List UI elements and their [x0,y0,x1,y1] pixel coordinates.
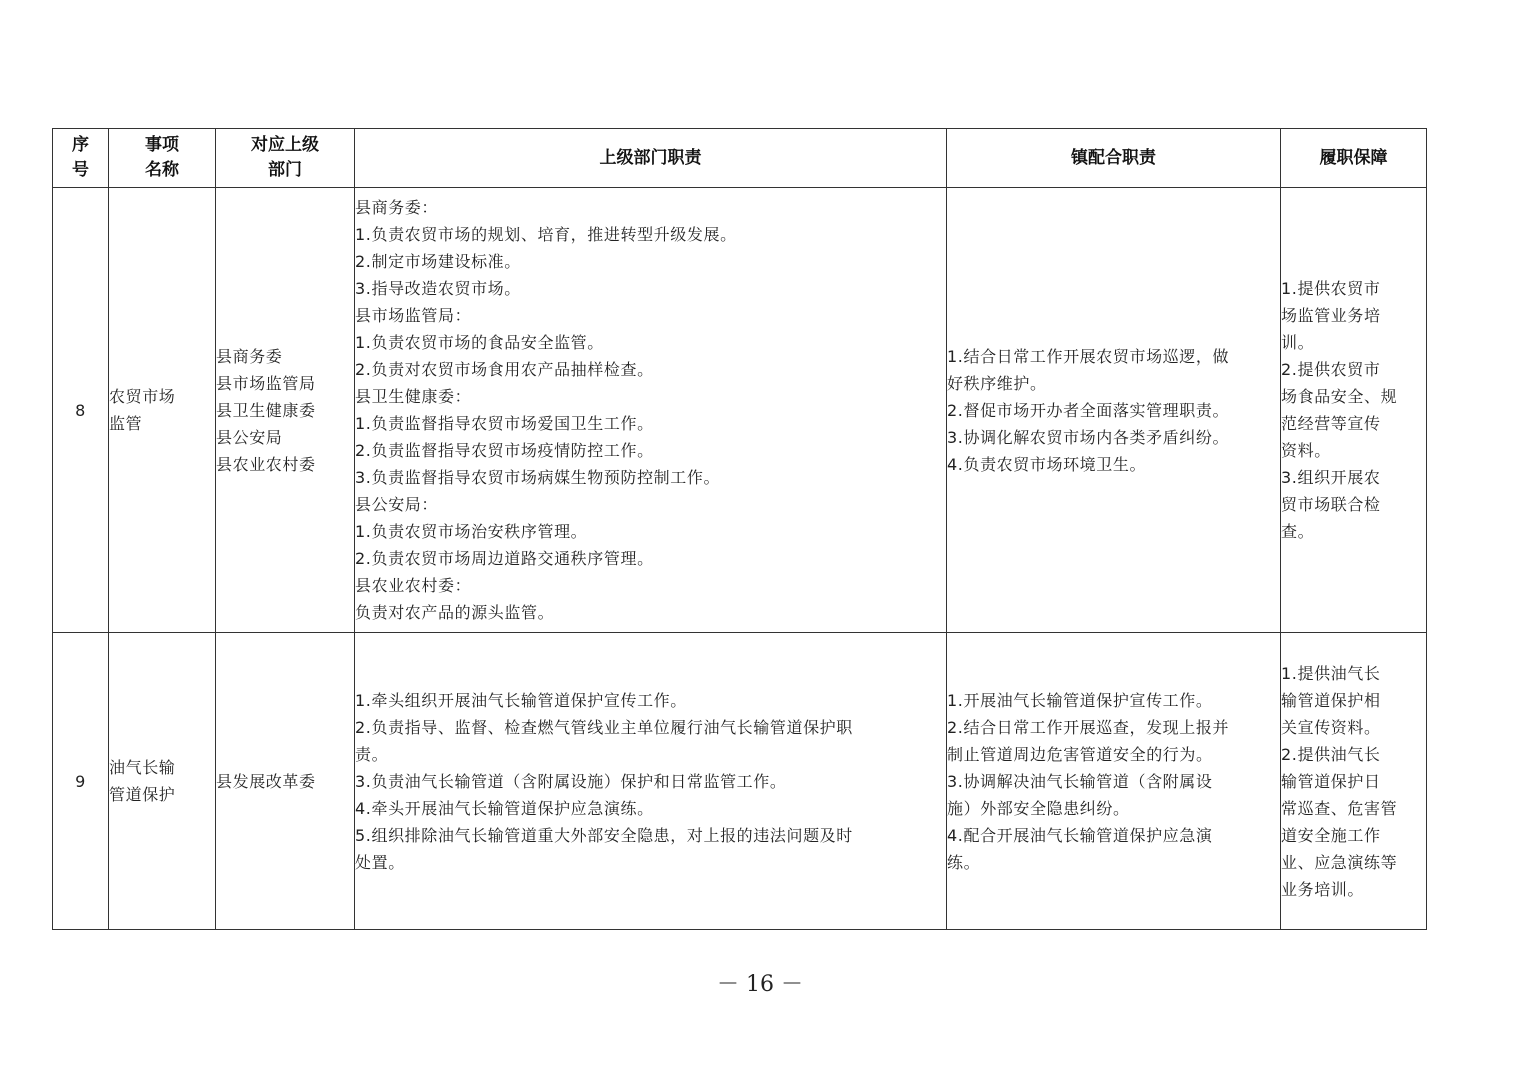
row-item-name: 油气长输 管道保护 [109,633,216,930]
table-row [53,188,1427,633]
header-town-duty: 镇配合职责 [947,129,1281,188]
row-town-duty: 1.开展油气长输管道保护宣传工作。 2.结合日常工作开展巡查，发现上报并 制止管道周边危害管道安全的行为。 3.协调解决油气长输管道（含附属设 施）外部安全隐患纠纷。 4.配合开展油气长输管道保护应急演 练。 [947,633,1281,930]
row-seq: 8 [53,188,109,633]
row-dept: 县商务委 县市场监管局 县卫生健康委 县公安局 县农业农村委 [216,188,355,633]
duty-table [52,128,1427,930]
header-guarantee: 履职保障 [1281,129,1427,188]
table-row [53,633,1427,930]
row-guarantee: 1.提供农贸市 场监管业务培 训。 2.提供农贸市 场食品安全、规 范经营等宣传 资料。 3.组织开展农 贸市场联合检 查。 [1281,188,1427,633]
header-dept: 对应上级 部门 [216,129,355,188]
header-upper-duty: 上级部门职责 [355,129,947,188]
header-seq: 序 号 [53,129,109,188]
row-upper-duty: 县商务委： 1.负责农贸市场的规划、培育，推进转型升级发展。 2.制定市场建设标准。 3.指导改造农贸市场。 县市场监管局： 1.负责农贸市场的食品安全监管。 2.负责对农贸市场食用农产品抽样检查。 县卫生健康委： 1.负责监督指导农贸市场爱国卫生工作。 2.负责监督指导农贸市场疫情防控工作。 3.负责监督指导农贸市场病媒生物预防控制工作。 县公安局： 1.负责农贸市场治安秩序管理。 2.负责农贸市场周边道路交通秩序管理。 县农业农村委： 负责对农产品的源头监管。 [355,188,947,633]
row-seq: 9 [53,633,109,930]
header-row [53,129,1427,188]
row-town-duty: 1.结合日常工作开展农贸市场巡逻，做 好秩序维护。 2.督促市场开办者全面落实管理职责。 3.协调化解农贸市场内各类矛盾纠纷。 4.负责农贸市场环境卫生。 [947,188,1281,633]
row-item-name: 农贸市场 监管 [109,188,216,633]
row-upper-duty: 1.牵头组织开展油气长输管道保护宣传工作。 2.负责指导、监督、检查燃气管线业主单位履行油气长输管道保护职 责。 3.负责油气长输管道（含附属设施）保护和日常监管工作。 4.牵头开展油气长输管道保护应急演练。 5.组织排除油气长输管道重大外部安全隐患，对上报的违法问题及时 处置。 [355,633,947,930]
row-guarantee: 1.提供油气长 输管道保护相 关宣传资料。 2.提供油气长 输管道保护日 常巡查、危害管 道安全施工作 业、应急演练等 业务培训。 [1281,633,1427,930]
row-dept: 县发展改革委 [216,633,355,930]
header-name: 事项 名称 [109,129,216,188]
page-number: － 16 － [717,972,803,997]
